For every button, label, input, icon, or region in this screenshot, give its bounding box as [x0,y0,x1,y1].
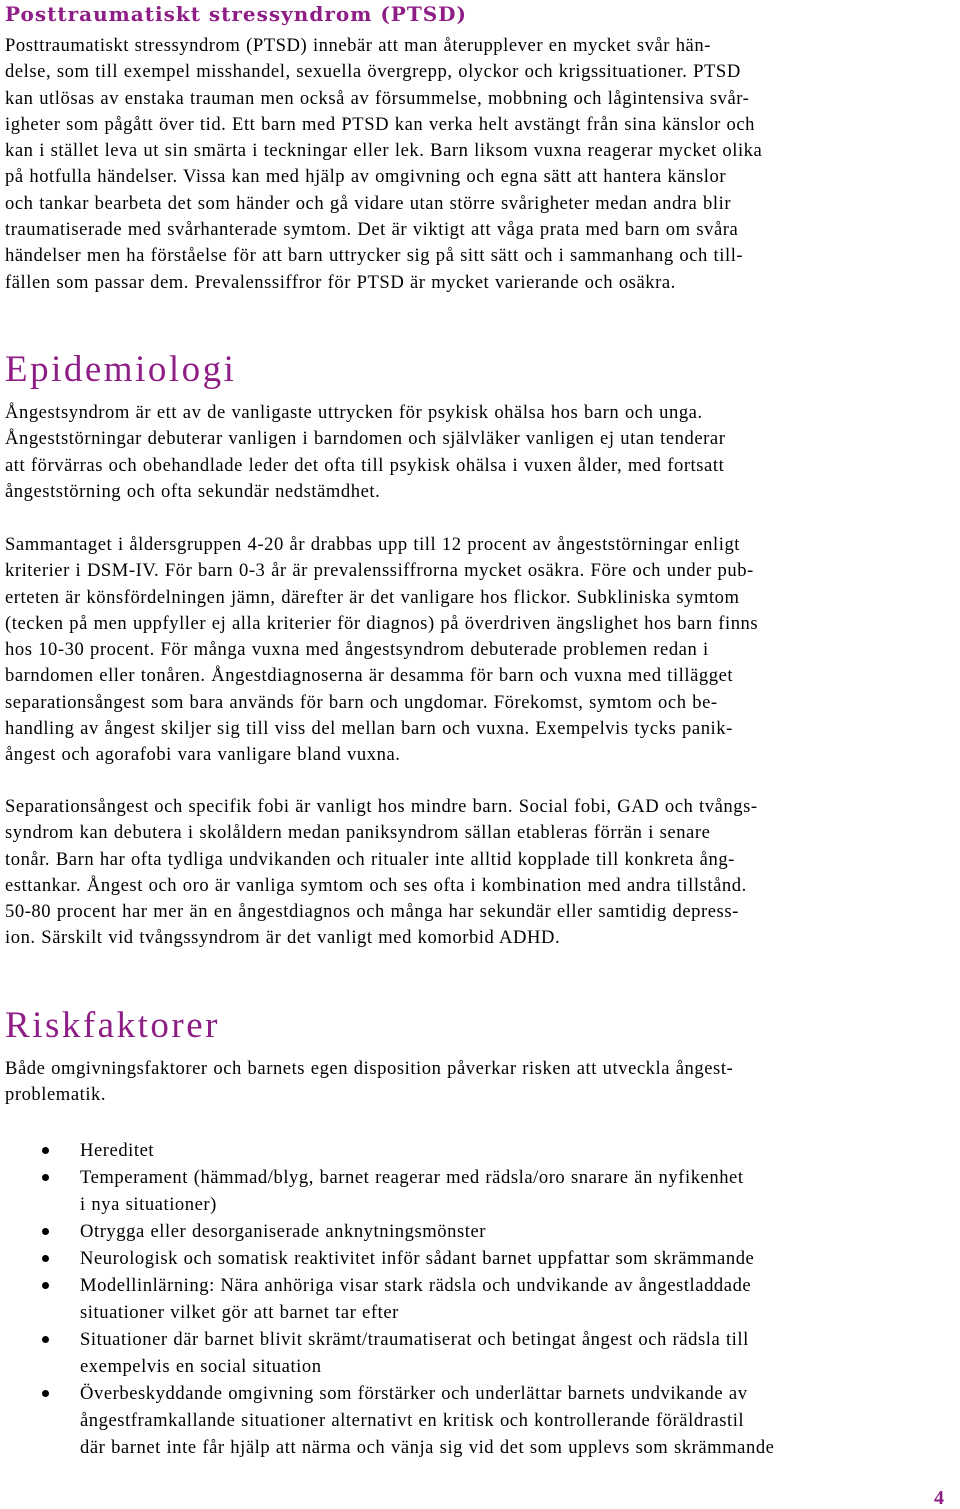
list-item [5,1218,960,1245]
list-item [5,1137,960,1164]
text-line: Separationsångest och specifik fobi är vanligt hos mindre barn. Social fobi, GAD och tvångs- [5,796,758,817]
text-line: barndomen eller tonåren. Ångestdiagnoserna är desamma för barn och vuxna med tillägget [5,665,734,687]
text-line: esttankar. Ångest och oro är vanliga symtom och ses ofta i kombination med andra tillstånd. [5,874,747,896]
text-line: ångeststörning och ofta sekundär nedstämdhet. [5,480,381,502]
riskfaktorer-heading: Riskfaktorer [5,1005,220,1046]
text-line: situationer vilket gör att barnet tar efter [80,1302,399,1323]
text-line: igheter som pågått över tid. Ett barn med PTSD kan verka helt avstängt från sina känslor och [5,113,755,135]
text-line: ångest och agorafobi vara vanligare bland vuxna. [5,744,401,766]
text-line: syndrom kan debutera i skolåldern medan paniksyndrom sällan etableras förrän i senare [5,822,711,844]
list-item [5,1380,960,1461]
list-item [5,1272,960,1326]
text-line: fällen som passar dem. Prevalenssiffror för PTSD är mycket varierande och osäkra. [5,271,676,293]
text-line: Posttraumatiskt stressyndrom (PTSD) innebär att man återupplever en mycket svår hän- [5,35,711,56]
bullet-icon [42,1282,49,1289]
text-line: ångestframkallande situationer alternativt en kritisk och kontrollerande föräldrastil [80,1410,745,1431]
text-line: traumatiserade med svårhanterade symtom. Det är viktigt att våga prata med barn om svåra [5,219,739,241]
text-line: handling av ångest skiljer sig till viss del mellan barn och vuxna. Exempelvis tycks panik- [5,718,733,740]
text-line: exempelvis en social situation [80,1356,322,1377]
text-line: att förvärras och obehandlade leder det ofta till psykisk ohälsa i vuxen ålder, med fortsatt [5,454,725,476]
epidemiologi-paragraph-3 [5,794,953,952]
text-line: Ångestsyndrom är ett av de vanligaste uttrycken för psykisk ohälsa hos barn och unga. [5,402,703,423]
text-line: Otrygga eller desorganiserade anknytningsmönster [80,1221,487,1242]
text-line: Både omgivningsfaktorer och barnets egen disposition påverkar risken att utveckla ångest- [5,1058,734,1079]
text-line: problematik. [5,1084,107,1106]
text-line: Temperament (hämmad/blyg, barnet reagerar med rädsla/oro snarare än nyfikenhet [80,1167,744,1188]
epidemiologi-paragraph-2 [5,532,953,769]
text-line: Sammantaget i åldersgruppen 4-20 år drabbas upp till 12 procent av ångeststörningar enligt [5,534,741,555]
riskfaktorer-intro [5,1056,953,1109]
bullet-icon [42,1174,49,1181]
text-line: Ångeststörningar debuterar vanligen i barndomen och självläker vanligen ej utan tenderar [5,428,726,450]
bullet-icon [42,1390,49,1397]
bullet-icon [42,1147,49,1154]
text-line: ion. Särskilt vid tvångssyndrom är det vanligt med komorbid ADHD. [5,927,561,949]
text-line: och tankar bearbeta det som händer och gå vidare utan större svårigheter medan andra blir [5,192,732,214]
bullet-icon [42,1336,49,1343]
text-line: tonår. Barn har ofta tydliga undvikanden och ritualer inte alltid kopplade till konkreta ång- [5,848,735,870]
text-line: i nya situationer) [80,1194,217,1215]
text-line: Situationer där barnet blivit skrämt/traumatiserat och betingat ångest och rädsla till [80,1329,749,1350]
list-item [5,1245,960,1272]
text-line: separationsångest som bara används för barn och ungdomar. Förekomst, symtom och be- [5,691,718,713]
text-line: kan utlösas av enstaka trauman men också av försummelse, mobbning och lågintensiva svår- [5,87,750,109]
text-line: Hereditet [80,1140,155,1161]
text-line: erteten är könsfördelningen jämn, därefter är det vanligare hos flickor. Subkliniska symtom [5,586,740,608]
text-line: (tecken på men uppfyller ej alla kriterier för diagnos) på överdriven ängslighet hos barn finns [5,612,759,634]
text-line: kan i stället leva ut sin smärta i teckningar eller lek. Barn liksom vuxna reagerar mycket olika [5,140,763,162]
text-line: händelser men ha förståelse för att barn uttrycker sig på sitt sätt och i sammanhang och till- [5,245,744,267]
text-line: där barnet inte får hjälp att närma och vänja sig vid det som upplevs som skrämmande [80,1437,775,1458]
bullet-icon [42,1255,49,1262]
risk-factor-list [5,1137,960,1461]
ptsd-title: Posttraumatiskt stressyndrom (PTSD) [5,2,467,26]
epidemiologi-paragraph-1 [5,400,953,505]
text-line: Modellinlärning: Nära anhöriga visar stark rädsla och undvikande av ångestladdade [80,1275,752,1296]
text-line: 50-80 procent har mer än en ångestdiagnos och många har sekundär eller samtidig depress- [5,901,739,923]
text-line: Neurologisk och somatisk reaktivitet inför sådant barnet uppfattar som skrämmande [80,1248,755,1269]
bullet-icon [42,1228,49,1235]
text-line: på hotfulla händelser. Vissa kan med hjälp av omgivning och egna sätt att hantera känslor [5,166,727,188]
list-item [5,1326,960,1380]
ptsd-paragraph [5,33,953,296]
epidemiologi-heading: Epidemiologi [5,349,237,390]
text-line: kriterier i DSM-IV. För barn 0-3 år är prevalenssiffrorna mycket osäkra. Före och under pub- [5,560,754,582]
text-line: delse, som till exempel misshandel, sexuella övergrepp, olyckor och krigssituationer. PTSD [5,61,741,83]
list-item [5,1164,960,1218]
text-line: hos 10-30 procent. För många vuxna med ångestsyndrom debuterade problemen redan i [5,639,709,661]
text-line: Överbeskyddande omgivning som förstärker och underlättar barnets undvikande av [80,1383,748,1404]
page-number: 4 [934,1487,944,1509]
